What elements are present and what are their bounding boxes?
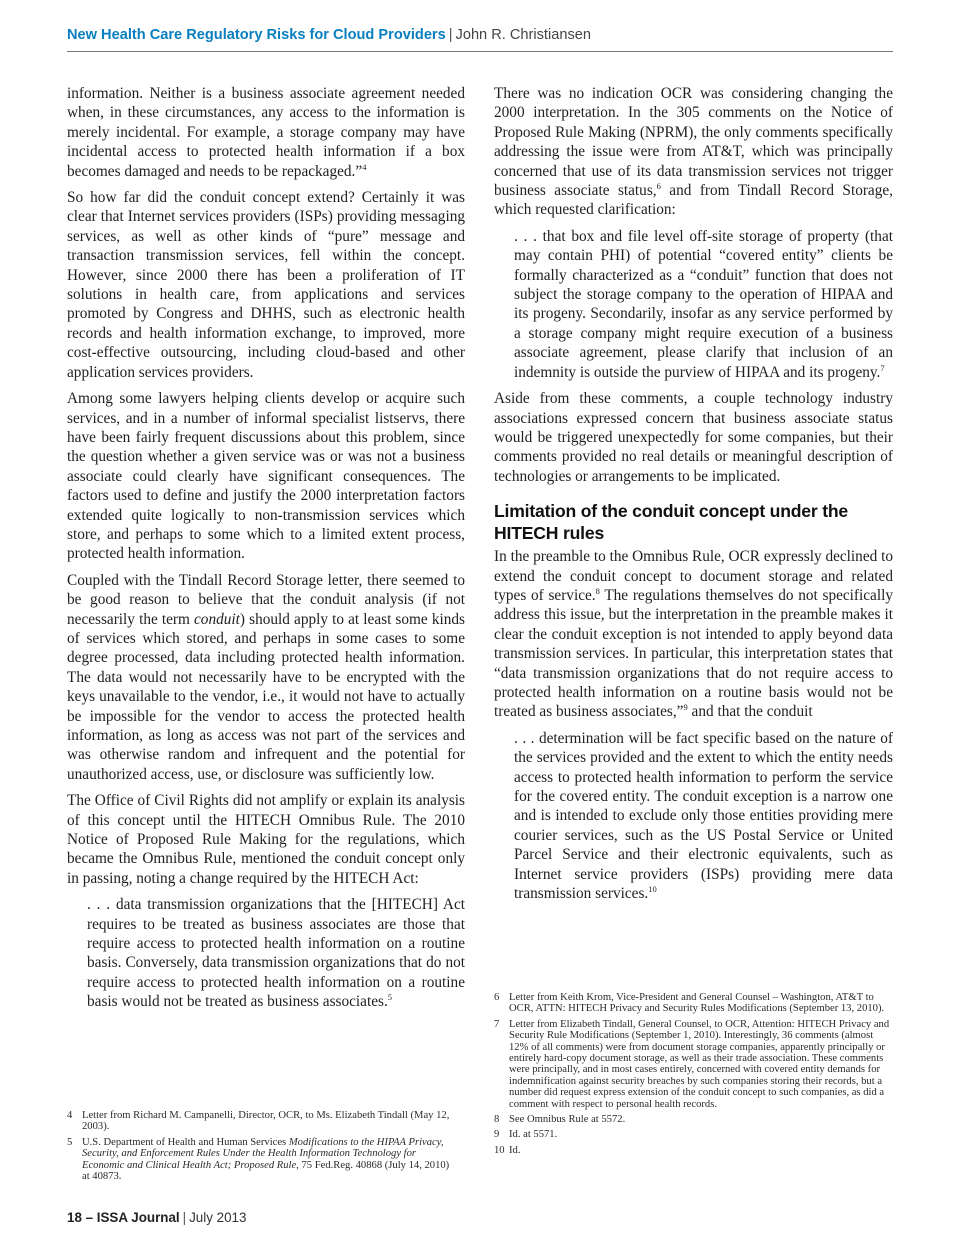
- footnote-number: 10: [494, 1144, 505, 1156]
- footnote-8: [494, 1114, 890, 1125]
- footnote-10: [494, 1145, 890, 1156]
- header-separator: |: [448, 27, 453, 43]
- article-author: John R. Christiansen: [455, 27, 591, 43]
- block-quote-omnibus: . . . determination will be fact specific based on the nature of the services provided and the extent to which the entity needs access to protected health information to perform the service for the covered entity. The conduit exception is a narrow one and is intended to exclude only those entities providing mere courier services, such as the US Postal Service or United Parcel Service and their electronic equivalents, such as Internet service providers (ISPs) providing mere data transmission services.$^{10}$: [514, 729, 893, 903]
- left-column: [67, 84, 465, 1019]
- footnotes-right: [494, 992, 890, 1160]
- footnote-number: 5: [67, 1136, 73, 1148]
- footnote-number: 7: [494, 1018, 500, 1030]
- footnote-ref-8[interactable]: 8: [595, 585, 600, 596]
- footnote-number: 8: [494, 1114, 500, 1126]
- footnote-text: Id. at 5571.: [509, 1129, 558, 1141]
- footnote-number: 9: [494, 1129, 500, 1141]
- left-paragraph-3: Among some lawyers helping clients develop or acquire such services, and in a number of informal specialist listservs, there have been fairly frequent discussions about this problem, since the question whether a given service was or was not a business associate could clearly have significant consequences. The factors used to define and justify the 2000 interpretation factors extended quite logically to non-transmission services which store, and perhaps to some which to a limited extent process, protected health information.: [67, 390, 465, 563]
- footnote-text: Id.: [509, 1144, 521, 1156]
- right-paragraph-1: There was no indication OCR was considering changing the 2000 interpretation. In the 305 comments on the Notice of Proposed Rule Making (NPRM), the only comments specifically addressing the issue were from AT&T, which was principally concerned that use of its data transmission services not trigger business associate status,$^6$ and from Tindall Record Storage, which requested clarification:: [494, 85, 893, 219]
- left-paragraph-4: Coupled with the Tindall Record Storage letter, there seemed to be good reason to believe that the conduit analysis (if not necessarily the term conduit) should apply to at least some kinds of services which stored, and perhaps in some cases to some degree processed, data including protected health information. The data would not necessarily have to be encrypted with the keys unavailable to the vendor, i.e., it would not have to actually be impossible for the vendor to access the protected health information, as long as access was not part of the services and was otherwise random and infrequent and the potential for unauthorized access, use, or disclosure was sufficiently low.: [67, 571, 465, 783]
- right-column: [494, 84, 893, 910]
- running-header: [67, 27, 893, 52]
- footnote-4: [67, 1110, 457, 1133]
- footnote-5: [67, 1137, 457, 1183]
- page-number: 18 – ISSA Journal: [67, 1210, 180, 1225]
- footnote-text: See Omnibus Rule at 5572.: [509, 1114, 626, 1126]
- footnote-text: Letter from Elizabeth Tindall, General Counsel, to OCR, Attention: HITECH Privacy and Security Rule Modifications (September 1, 2010). Interestingly, 36 comments (almost 12% of all comments) were from document storage companies, apparently principally or entirely hard-copy document storage, as well as their trade association. These comments were principally, and in most cases entirely, concerned with covered entity demands for indemnification against security breaches by such companies storing their records, but a number did request express extension of the conduit concept to such companies, as did a comment with respect to personal health records.: [509, 1018, 890, 1110]
- footnote-7: [494, 1019, 890, 1110]
- footnote-number: 4: [67, 1110, 73, 1121]
- left-paragraph-2: So how far did the conduit concept extend? Certainly it was clear that Internet services providers (ISPs) providing messaging services, as well as other kinds of “pure” message and transaction transmission services, fell within the concept. However, since 2000 there has been a proliferation of IT solutions in health care, from applications and services promoted by Congress and DHHS, such as electronic health records and health information exchange, to improved, more cost-effective outsourcing, including cloud-based and other application services providers.: [67, 189, 465, 381]
- footnote-ref-9[interactable]: 9: [683, 702, 688, 713]
- footnote-number: 6: [494, 992, 500, 1003]
- footnote-ref-7[interactable]: 7: [880, 362, 885, 373]
- footnote-ref-6[interactable]: 6: [656, 180, 661, 191]
- footnote-ref-4[interactable]: 4: [362, 161, 367, 172]
- footnote-ref-5[interactable]: 5: [387, 992, 393, 1003]
- footnote-text: Letter from Keith Krom, Vice-President and General Counsel – Washington, AT&T to OCR, ATTN: HITECH Privacy and Security Rules Modifications (September 13, 2010).: [509, 992, 885, 1015]
- left-paragraph-5: The Office of Civil Rights did not amplify or explain its analysis of this concept until the HITECH Omnibus Rule. The 2010 Notice of Proposed Rule Making for the regulations, which became the Omnibus Rule, mentioned the conduit concept only in passing, noting a change required by the HITECH Act:: [67, 792, 465, 887]
- right-paragraph-3: In the preamble to the Omnibus Rule, OCR expressly declined to extend the conduit concept to document storage and related types of service.$^8$ The regulations themselves do not specifically address this issue, but the interpretation in the preamble makes it clear the conduit exception is not intended to apply beyond data transmission services. In particular, this interpretation states that “data transmission organizations that do not require access to protected health information on a routine basis would not be treated as business associates,”$^9$ and that the conduit: [494, 548, 893, 721]
- footnote-6: [494, 992, 890, 1015]
- article-title: New Health Care Regulatory Risks for Cloud Providers: [67, 27, 446, 43]
- footnotes-left: [67, 1110, 457, 1186]
- page-footer: [67, 1210, 246, 1225]
- footnote-text: U.S. Department of Health and Human Services Modifications to the HIPAA Privacy, Security, and Enforcement Rules Under the Health Information Technology for Economic and Clinical Health Act; Proposed Rule, 75 Fed.Reg. 40868 (July 14, 2010) at 40873.: [82, 1136, 450, 1183]
- left-paragraph-1: information. Neither is a business associate agreement needed when, in these circumstances, any access to the information is merely incidental. For example, a storage company may have incidental access to protected health information if a box becomes damaged and needs to be repackaged.”$^4$: [67, 85, 465, 180]
- block-quote-tindall: . . . that box and file level off-site storage of property (that may contain PHI) of potential “covered entity” clients be formally characterized as a “conduit” function that does not subject the storage company to the operation of HIPAA and its progeny. Secondarily, insofar as any service performed by a storage company might require execution of a business associate agreement, please clarify that inclusion of an indemnity is outside the purview of HIPAA and its progeny.$^7$: [514, 227, 893, 381]
- footnote-text: Letter from Richard M. Campanelli, Director, OCR, to Ms. Elizabeth Tindall (May 12, 2003).: [82, 1110, 450, 1133]
- block-quote-nprm: . . . data transmission organizations that the [HITECH] Act requires to be treated as business associates are those that require access to protected health information on a routine basis. Conversely, data transmission organizations that do not require access to protected health information on a routine basis would not be treated as business associates.$^5$: [87, 896, 465, 1011]
- issue-date: July 2013: [189, 1210, 247, 1225]
- right-paragraph-2: Aside from these comments, a couple technology industry associations expressed concern that business associate status would be triggered unexpectedly for some companies, but their comments provided no real details or meaningful description of technologies or arrangements to be implicated.: [494, 390, 893, 485]
- footnote-ref-10[interactable]: 10: [648, 883, 657, 894]
- footnote-9: [494, 1129, 890, 1140]
- footer-separator: |: [182, 1210, 187, 1225]
- section-heading: Limitation of the conduit concept under the HITECH rules: [494, 501, 849, 544]
